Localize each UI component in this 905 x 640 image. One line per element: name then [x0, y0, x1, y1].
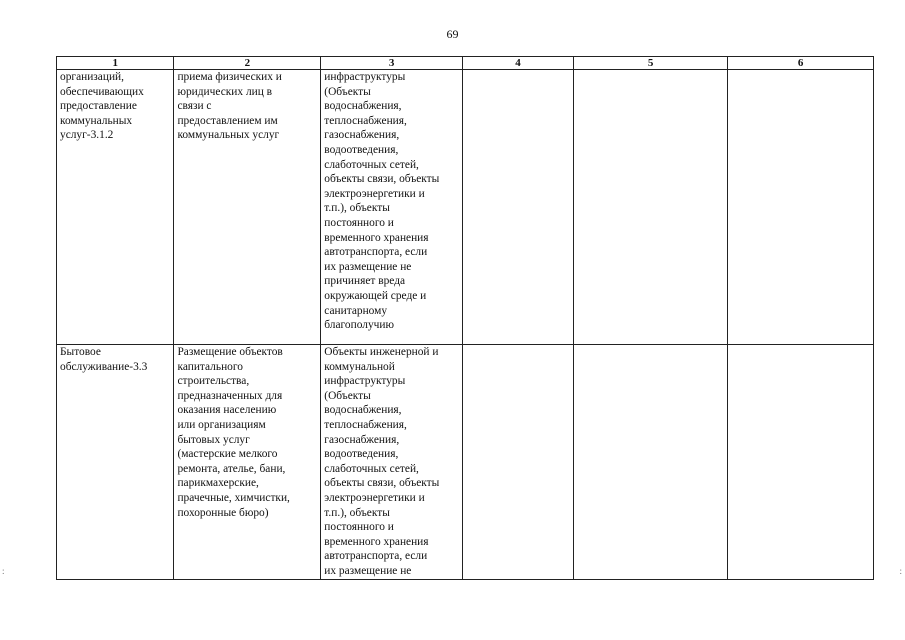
cell-text: Размещение объектов капитального строительства, предназначенных для оказания населению или организациям бытовых услуг (мастерские мелкого ремонта, ателье, бани, парикмахерские, прачечные, химчистки, похоронные бюро) — [177, 346, 290, 519]
table-cell — [57, 345, 174, 580]
cell-text: приема физических и юридических лиц в связи с предоставлением им коммунальных услуг — [177, 71, 282, 142]
table-cell — [462, 70, 573, 345]
column-header-2: 2 — [174, 57, 321, 70]
column-header-4: 4 — [462, 57, 573, 70]
right-edge-mark: : — [899, 566, 903, 576]
column-header-6: 6 — [728, 57, 874, 70]
left-edge-mark: : — [2, 566, 6, 576]
table-cell — [174, 345, 321, 580]
table-row — [57, 345, 874, 580]
cell-text: инфраструктуры (Объекты водоснабжения, теплоснабжения, газоснабжения, водоотведения, слаботочных сетей, объекты связи, объекты электроэнергетики и т.п.), объекты постоянного и временного хранения автотранспорта, если их размещение не причиняет вреда окружающей среде и санитарному благополучию — [324, 71, 440, 332]
table-cell — [728, 345, 874, 580]
table-row — [57, 70, 874, 345]
table-cell — [57, 70, 174, 345]
column-header-3: 3 — [321, 57, 463, 70]
table-cell — [728, 70, 874, 345]
table-cell — [321, 70, 463, 345]
column-header-5: 5 — [574, 57, 728, 70]
cell-text: организаций, обеспечивающих предоставление коммунальных услуг-3.1.2 — [60, 71, 144, 142]
table-cell — [574, 345, 728, 580]
table-cell — [462, 345, 573, 580]
cell-text: Объекты инженерной и коммунальной инфраструктуры (Объекты водоснабжения, теплоснабжения, газоснабжения, водоотведения, слаботочных сетей, объекты связи, объекты электроэнергетики и т.п.), объекты постоянного и временного хранения автотранспорта, если их размещение не — [324, 346, 440, 577]
table-cell — [321, 345, 463, 580]
document-table — [56, 56, 874, 580]
cell-text: Бытовое обслуживание-3.3 — [60, 346, 148, 373]
table-header-row — [57, 57, 874, 70]
page-number: 69 — [446, 27, 459, 41]
table-cell — [574, 70, 728, 345]
table-cell — [174, 70, 321, 345]
column-header-1: 1 — [57, 57, 174, 70]
